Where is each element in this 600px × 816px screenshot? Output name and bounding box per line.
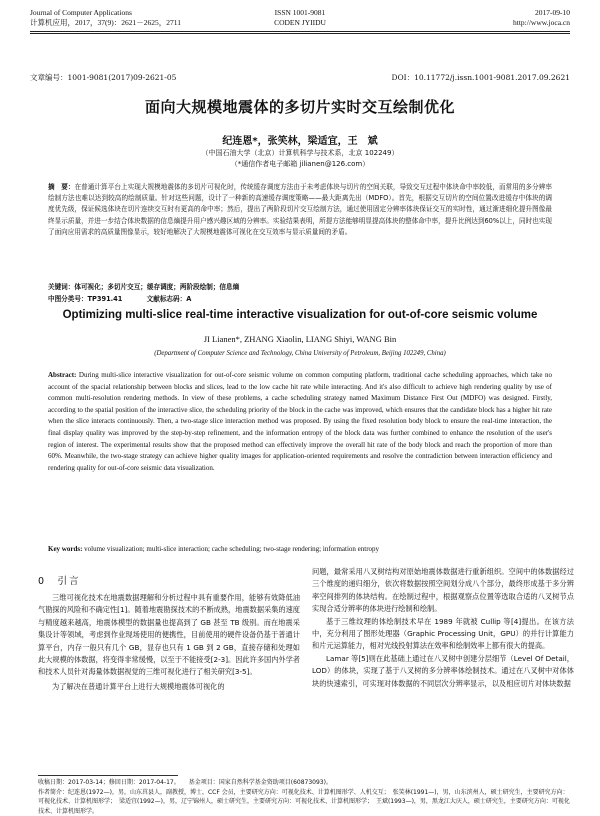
journal-citation-cn: 计算机应用，2017，37(9)：2621－2625，2711 <box>30 18 181 28</box>
keywords-cn: 关键词：体可视化；多切片交互；缓存调度；两阶段绘制；信息熵 <box>48 281 552 291</box>
footnote-authors: 作者简介：纪连恩(1972—)，男，山东莒县人，副教授，博士，CCF 会员，主要研究方向：可视化技术、计算机图形学、人机交互； 张笑林(1991—)，男，山东滨州人，硕士研究生，主要研究方向：可视化技术、计算机图形学； 梁适宜(1992—)，男，辽宁锦州人，硕士研究生，主要研究方向：可视化技术、计算机图形学； 王斌(1993—)，男，黑龙江大庆人，硕士研究生，主要研究方向：可视化技术、计算机图形学。 <box>38 788 570 816</box>
footnote-rule <box>38 775 178 776</box>
title-cn: 面向大规模地震体的多切片实时交互绘制优化 <box>0 96 600 117</box>
body-paragraph: 基于三维纹理的体绘制技术早在 1989 年就被 Cullip 等[4]提出。在该方法中，充分利用了图形处理器（Graphic Processing Unit，GPU）的并行计算能力和片元运算能力，相对光线投射算法在效率和绘制效率上都有很大的提高。 <box>312 616 574 653</box>
email-cn: （*通信作者电子邮箱 jilianen@126.com） <box>0 159 600 170</box>
body-paragraph: 为了解决在普通计算平台上进行大规模地震体可视化的 <box>38 681 300 693</box>
authors-en: JI Lianen*, ZHANG Xiaolin, LIANG Shiyi, WANG Bin <box>0 334 600 344</box>
abstract-cn <box>48 182 552 238</box>
body-column-left <box>38 592 300 693</box>
body-paragraph: 问题，最常采用八叉树结构对原始地震体数据进行重新组织。空间中的体数据经过三个维度的递归细分，依次将数据按照空间划分成八个部分，最终形成基于多分辨率空间排列的体块结构。在绘制过程中，根据观察点位置等选取合适的八叉树节点实现合适分辨率的体块进行绘制和绘制。 <box>312 566 574 616</box>
keywords-en <box>48 545 552 553</box>
footnote-dates-fund: 收稿日期：2017-03-14；修回日期：2017-04-17。 基金项目：国家自然科学基金资助项目(60873093)。 <box>38 778 570 788</box>
affiliation-cn-line: （中国石油大学（北京）计算机科学与技术系，北京 102249） <box>0 148 600 159</box>
clc-number: 中图分类号：TP391.41 <box>48 295 122 303</box>
classification-cn <box>48 293 552 303</box>
abstract-en <box>48 370 552 474</box>
document-code: 文献标志码：A <box>147 295 192 303</box>
abstract-cn-label: 摘 要： <box>48 183 75 191</box>
authors-cn: 纪连恩*，张笑林，梁适宜，王 斌 <box>0 132 600 147</box>
affiliation-cn <box>0 148 600 170</box>
abstract-cn-text: 在普通计算平台上实现大规模地震体的多切片可视化时，传统缓存调度方法由于未考虑体块与切片的空间关联，导致交互过程中体块命中率较低，而常用的多分辨率绘制方法也难以达到较高的绘制质量。针对这些问题，设计了一种新的高速缓存调度策略——最大距离先出（MDFO）。首先，根据交互切片的空间位置改进缓存中体块的调度优先级，保证候选体块在切片连续交互时有更高的命中率；然后，提出了两阶段切片交互绘制方法，通过使用固定分辨率体块保证交互的实时性，通过渐进细化提升图像最终显示质量，并进一步结合体块数据的信息熵提升用户感兴趣区域的分辨率。实验结果表明，所提方法能够明显提高体块的整体命中率，提升比例达到60%以上，同时也实现了面向应用需求的高质量图像显示，较好地解决了大规模地震体可视化在交互效率与显示质量间的矛盾。 <box>48 183 552 236</box>
issn: ISSN 1001-9081 <box>30 8 570 18</box>
journal-url[interactable]: http://www.joca.cn <box>513 18 570 28</box>
issue-date: 2017-09-10 <box>513 8 570 18</box>
coden: CODEN JYIIDU <box>30 18 570 28</box>
keywords-en-text: volume visualization; multi-slice interaction; cache scheduling; two-stage rendering; information entropy <box>84 545 379 553</box>
doi[interactable]: DOI：10.11772/j.issn.1001-9081.2017.09.2621 <box>391 72 570 83</box>
footnotes <box>38 778 570 816</box>
article-meta <box>30 72 570 83</box>
header-rule <box>30 31 570 32</box>
article-number: 文章编号：1001-9081(2017)09-2621-05 <box>30 73 176 82</box>
header-center <box>30 8 570 28</box>
section-heading-intro: 0 引言 <box>38 573 81 587</box>
keywords-en-label: Key words: <box>48 545 82 553</box>
body-column-right <box>312 566 574 690</box>
header-rule-thin <box>30 33 570 34</box>
abstract-en-label: Abstract: <box>48 371 76 379</box>
abstract-en-text: During multi-slice interactive visualization for out-of-core seismic volume on common computing platform, traditional cache scheduling approaches, which take no account of the spacial relationship between blocks and slices, lead to the low cache hit rate while interacting. And it's also difficult to achieve high rendering quality by use of common multi-resolution rendering methods. In view of these problems, a cache scheduling strategy named Maximum Distance First Out (MDFO) was designed. Firstly, according to the spatial position of the interactive slice, the scheduling priority of the block in the cache was improved, which ensures that the candidate block has a higher hit rate when the slice interacts continuously. Then, a two-stage slice interaction method was proposed. By using the fixed resolution body block to ensure the real-time interaction, the final display quality was improved by the step-by-step refinement, and the information entropy of the block data was further combined to enhance the resolution of the user's region of interest. The experimental results show that the proposed method can effectively improve the overall hit rate of the body block and reach the proportion of more than 60%. Meanwhile, the two-stage strategy can achieve higher quality images for application-oriented requirements and resolve the contradiction between interaction efficiency and rendering quality for out-of-core seismic data visualization. <box>48 371 552 472</box>
header-right <box>513 8 570 28</box>
body-paragraph: 三维可视化技术在地震数据理解和分析过程中具有重要作用，能够有效降低油气勘探的风险和不确定性[1]。随着地震勘探技术的不断成熟，地震数据采集的速度与精度越来越高，地震体模型的数据量也提高到了 GB 甚至 TB 级别。而在地震采集设计等领域，考虑到作业现场使用的便携性，目前使用的硬件设备仍基于普通计算平台，内存一般只有几个 GB，显存也只有 1 GB 到 2 GB，直接存储和处理如此大规模的体数据，将变得非常缓慢，以至于不能接受[2-3]。因此许多国内外学者和技术人员针对海量体数据视觉的三维可视化进行了相关研究[3-5]。 <box>38 592 300 679</box>
title-en: Optimizing multi-slice real-time interactive visualization for out-of-core seismic volume <box>0 309 600 321</box>
journal-name-en: Journal of Computer Applications <box>30 8 181 18</box>
body-paragraph: Lamar 等[5]则在此基础上通过在八叉树中创建分层细节（Level Of Detail，LOD）的体块，实现了基于八叉树的多分辨率体绘制技术。通过在八叉树中对体体块的快速索引，可实现对体数据的不同层次分辨率显示，以及相应切片对体块数据 <box>312 653 574 690</box>
affiliation-en: (Department of Computer Science and Technology, China University of Petroleum, Beijing 102249, China) <box>0 350 600 357</box>
